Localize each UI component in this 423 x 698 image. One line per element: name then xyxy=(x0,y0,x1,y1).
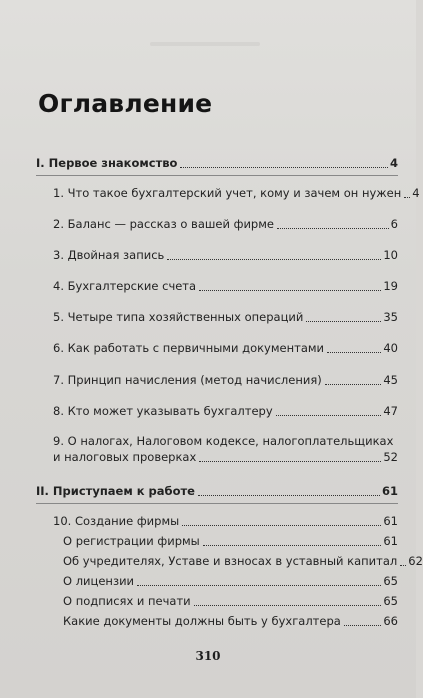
part-1-divider xyxy=(36,175,398,176)
toc-chapter-2: 2. Баланс — рассказ о вашей фирме 6 xyxy=(53,217,398,231)
toc-section-signatures: О подписях и печати 65 xyxy=(63,594,398,608)
toc-chapter-6: 6. Как работать с первичными документами 40 xyxy=(53,341,398,355)
toc-chapter-3: 3. Двойная запись 10 xyxy=(53,248,398,262)
toc-section-documents: Какие документы должны быть у бухгалтера 66 xyxy=(63,614,398,628)
toc-section-license: О лицензии 65 xyxy=(63,574,398,588)
toc-section-registration: О регистрации фирмы 61 xyxy=(63,534,398,548)
toc-chapter-9-line-1: 9. О налогах, Налоговом кодексе, налогоплательщиках xyxy=(53,434,394,448)
page-title: Оглавление xyxy=(38,89,213,118)
toc-chapter-4: 4. Бухгалтерские счета 19 xyxy=(53,279,398,293)
bleed-through-text xyxy=(150,42,260,46)
toc-part-2: II. Приступаем к работе 61 xyxy=(36,484,398,498)
toc-chapter-8: 8. Кто может указывать бухгалтеру 47 xyxy=(53,404,398,418)
page-number: 310 xyxy=(195,649,221,663)
toc-chapter-5: 5. Четыре типа хозяйственных операций 35 xyxy=(53,310,398,324)
toc-chapter-10: 10. Создание фирмы 61 xyxy=(53,514,398,528)
toc-chapter-7: 7. Принцип начисления (метод начисления) 45 xyxy=(53,373,398,387)
toc-section-founders: Об учредителях, Уставе и взносах в уставный капитал 62 xyxy=(63,554,423,568)
toc-part-1: I. Первое знакомство 4 xyxy=(36,156,398,170)
part-2-divider xyxy=(36,503,398,504)
toc-chapter-1: 1. Что такое бухгалтерский учет, кому и зачем он нужен 4 xyxy=(53,186,420,200)
toc-chapter-9-line-2: и налоговых проверках 52 xyxy=(53,450,398,464)
